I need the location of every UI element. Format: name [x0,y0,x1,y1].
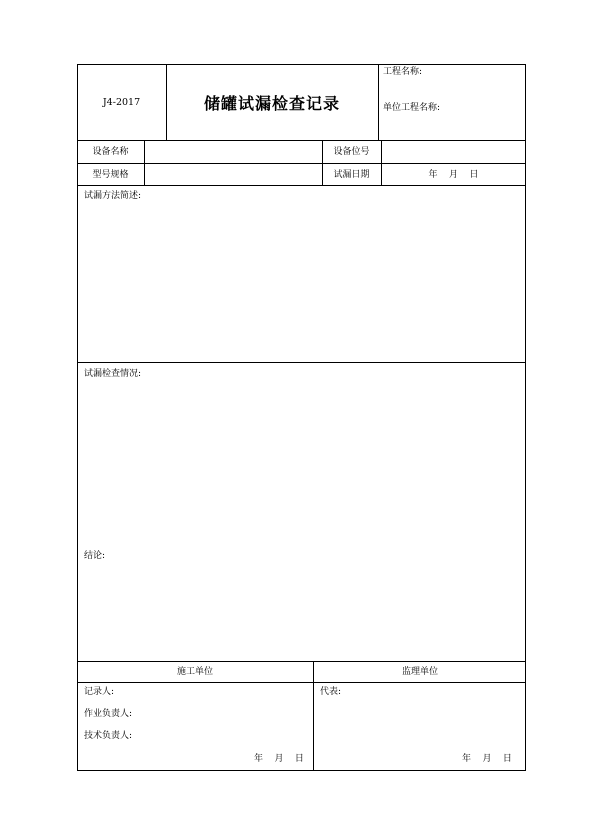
inspection-label: 试漏检查情况: [84,369,142,379]
unit-project-name-label: 单位工程名称: [383,103,441,113]
test-date-label: 试漏日期 [333,169,370,180]
model-spec-field[interactable] [145,164,322,186]
test-date-value[interactable]: 年 月 日 [428,169,479,180]
representative-label: 代表: [320,687,342,697]
header-divider-2 [378,64,379,141]
construction-unit-header: 施工单位 [176,666,213,677]
project-name-label: 工程名称: [383,67,423,77]
signature-header-divider [77,682,526,683]
operation-lead-label: 作业负责人: [84,709,133,719]
conclusion-label: 结论: [84,551,106,561]
method-section[interactable] [77,185,526,363]
method-label: 试漏方法简述: [84,191,142,201]
equipment-name-field[interactable] [145,141,322,163]
form-title: 储罐试漏检查记录 [203,94,340,113]
tech-lead-label: 技术负责人: [84,731,133,741]
supervision-date[interactable]: 年 月 日 [462,754,512,764]
recorder-label: 记录人: [84,687,115,697]
supervision-unit-header: 监理单位 [401,666,438,677]
equipment-name-label: 设备名称 [92,146,129,157]
equipment-position-field[interactable] [382,141,525,163]
equipment-position-label: 设备位号 [333,146,370,157]
inspection-section[interactable] [77,362,526,662]
form-code: J4-2017 [102,96,141,108]
model-spec-label: 型号规格 [92,169,129,180]
construction-date[interactable]: 年 月 日 [254,754,304,764]
